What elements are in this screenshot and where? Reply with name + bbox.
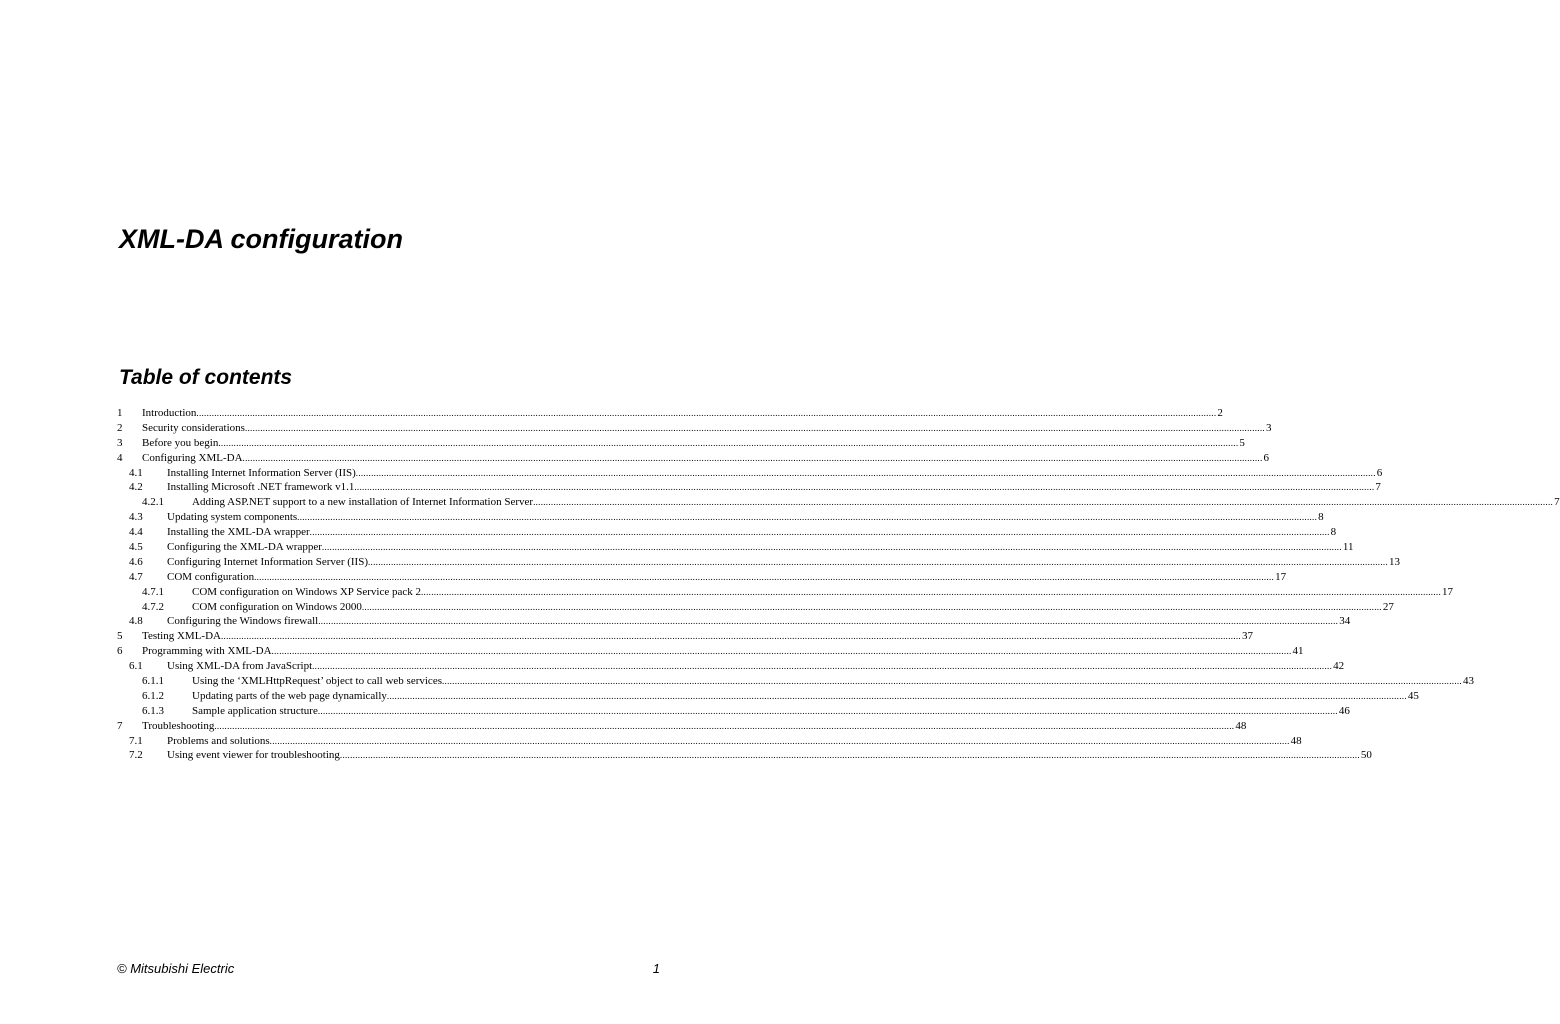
- toc-entry[interactable]: [117, 689, 1419, 704]
- toc-entry-page: 7: [1554, 496, 1560, 509]
- toc-dot-leader: ................................................................................................................................................................................................................................................................................................................................................................................................................: [297, 512, 1318, 523]
- toc-entry-number: 4.7.1: [142, 585, 164, 598]
- toc-entry[interactable]: [117, 540, 1354, 555]
- toc-dot-leader: ................................................................................................................................................................................................................................................................................................................................................................................................................: [339, 750, 1360, 761]
- toc-entry-number: 1: [117, 407, 123, 419]
- toc-entry-number: 4: [117, 451, 123, 464]
- toc-entry[interactable]: [117, 644, 1304, 659]
- toc-entry-line: [167, 555, 1400, 570]
- toc-entry-number: 6.1.2: [142, 689, 164, 702]
- toc-entry[interactable]: [117, 585, 1453, 600]
- toc-entry-title: Introduction: [142, 407, 197, 419]
- toc-entry-page: 7: [1375, 481, 1381, 494]
- toc-entry-page: 48: [1290, 734, 1302, 747]
- toc-entry-page: 5: [1239, 436, 1245, 449]
- toc-dot-leader: ................................................................................................................................................................................................................................................................................................................................................................................................................: [321, 542, 1342, 553]
- toc-dot-leader: ................................................................................................................................................................................................................................................................................................................................................................................................................: [218, 437, 1239, 448]
- toc-dot-leader: ................................................................................................................................................................................................................................................................................................................................................................................................................: [244, 422, 1265, 433]
- toc-entry-number: 4.2: [129, 481, 143, 494]
- toc-entry-title: Security considerations: [142, 421, 245, 434]
- toc-entry[interactable]: [117, 421, 1272, 436]
- toc-entry-line: [142, 421, 1272, 436]
- toc-entry-line: [192, 704, 1350, 719]
- toc-entry-line: [167, 525, 1337, 540]
- toc-entry-title: Using the ‘XMLHttpRequest’ object to call web services: [192, 675, 442, 688]
- toc-entry-title: Updating system components: [167, 511, 298, 524]
- toc-entry-line: [142, 451, 1270, 466]
- toc-dot-leader: ................................................................................................................................................................................................................................................................................................................................................................................................................: [354, 482, 1375, 493]
- toc-entry-line: [142, 629, 1253, 644]
- toc-entry-title: Testing XML-DA: [142, 630, 221, 643]
- toc-entry-title: Installing Microsoft .NET framework v1.1: [167, 481, 355, 494]
- toc-entry-page: 34: [1339, 615, 1351, 628]
- footer-page-number: 1: [652, 961, 660, 976]
- toc-entry-number: 7.2: [129, 749, 143, 762]
- toc-entry-title: Before you begin: [142, 436, 219, 449]
- toc-entry[interactable]: [117, 510, 1324, 525]
- toc-entry-title: Configuring Internet Information Server (IIS): [167, 555, 368, 568]
- toc-entry-line: [142, 719, 1247, 734]
- toc-dot-leader: ................................................................................................................................................................................................................................................................................................................................................................................................................: [421, 586, 1441, 597]
- toc-entry-number: 4.7.2: [142, 600, 164, 613]
- toc-entry-number: 4.2.1: [142, 496, 164, 509]
- toc-entry-number: 7: [117, 719, 123, 732]
- toc-entry[interactable]: [117, 748, 1372, 763]
- footer-copyright: © Mitsubishi Electric: [117, 961, 235, 976]
- toc-entry-number: 5: [117, 630, 123, 643]
- toc-entry-page: 45: [1407, 689, 1419, 702]
- toc-dot-leader: ................................................................................................................................................................................................................................................................................................................................................................................................................: [361, 601, 1382, 612]
- toc-entry-page: 8: [1330, 526, 1337, 539]
- toc-entry-title: Configuring XML-DA: [142, 451, 243, 464]
- toc-entry-page: 37: [1241, 630, 1253, 643]
- toc-entry-line: [142, 644, 1304, 659]
- toc-entry-page: 6: [1376, 466, 1383, 479]
- toc-entry-title: Using XML-DA from JavaScript: [167, 660, 313, 673]
- toc-entry-title: COM configuration: [167, 570, 255, 583]
- toc-entry-line: [142, 436, 1245, 451]
- toc-entry-title: Sample application structure: [192, 704, 318, 717]
- toc-entry-page: 43: [1462, 675, 1474, 688]
- toc-dot-leader: ................................................................................................................................................................................................................................................................................................................................................................................................................: [533, 497, 1554, 508]
- toc-entry-title: Problems and solutions: [167, 734, 270, 747]
- toc-entry-title: Troubleshooting: [142, 719, 215, 732]
- toc-entry[interactable]: [117, 525, 1337, 540]
- toc-dot-leader: ................................................................................................................................................................................................................................................................................................................................................................................................................: [242, 452, 1263, 463]
- toc-dot-leader: ................................................................................................................................................................................................................................................................................................................................................................................................................: [317, 705, 1338, 716]
- toc-entry-line: [142, 406, 1223, 421]
- toc-dot-leader: ................................................................................................................................................................................................................................................................................................................................................................................................................: [214, 720, 1235, 731]
- toc-entry-number: 6.1.3: [142, 704, 164, 717]
- toc-entry[interactable]: [117, 570, 1287, 585]
- toc-entry[interactable]: [117, 629, 1253, 644]
- toc-entry-line: [192, 585, 1453, 600]
- toc-entry-number: 4.4: [129, 526, 143, 539]
- toc-entry[interactable]: [117, 659, 1345, 674]
- toc-entry-line: [167, 570, 1287, 585]
- toc-dot-leader: ................................................................................................................................................................................................................................................................................................................................................................................................................: [196, 408, 1217, 418]
- toc-dot-leader: ................................................................................................................................................................................................................................................................................................................................................................................................................: [355, 467, 1376, 478]
- toc-entry-page: 41: [1292, 645, 1304, 658]
- toc-entry[interactable]: [117, 704, 1350, 719]
- toc-entry-page: 13: [1389, 555, 1400, 568]
- toc-entry-page: 3: [1265, 421, 1272, 434]
- toc-entry-line: [167, 540, 1354, 555]
- toc-entry-title: Updating parts of the web page dynamically: [192, 689, 387, 702]
- toc-entry[interactable]: [117, 495, 1560, 510]
- toc-entry-page: 17: [1442, 585, 1453, 598]
- toc-entry-page: 2: [1217, 407, 1223, 419]
- toc-dot-leader: ................................................................................................................................................................................................................................................................................................................................................................................................................: [220, 631, 1241, 642]
- toc-entry[interactable]: [117, 674, 1474, 689]
- toc-entry[interactable]: [117, 436, 1245, 451]
- toc-entry-number: 4.8: [129, 615, 143, 628]
- toc-entry[interactable]: [117, 719, 1247, 734]
- toc-entry-line: [167, 466, 1383, 481]
- toc-entry-number: 4.7: [129, 570, 143, 583]
- toc-entry-line: [167, 748, 1372, 763]
- table-of-contents: [117, 406, 1560, 763]
- toc-entry-page: 42: [1333, 660, 1345, 673]
- toc-entry-line: [192, 689, 1419, 704]
- toc-entry-title: COM configuration on Windows 2000: [192, 600, 362, 613]
- toc-entry-line: [167, 480, 1381, 495]
- toc-entry[interactable]: [117, 734, 1302, 749]
- toc-dot-leader: ................................................................................................................................................................................................................................................................................................................................................................................................................: [312, 661, 1333, 672]
- toc-entry-number: 4.6: [129, 555, 143, 568]
- toc-entry-line: [192, 674, 1474, 689]
- toc-entry[interactable]: [117, 480, 1381, 495]
- toc-dot-leader: ................................................................................................................................................................................................................................................................................................................................................................................................................: [441, 676, 1462, 687]
- toc-entry-number: 6.1: [129, 660, 143, 673]
- toc-entry-line: [167, 659, 1345, 674]
- toc-entry-number: 4.1: [129, 466, 143, 479]
- toc-entry-line: [167, 734, 1302, 749]
- toc-entry-number: 2: [117, 421, 123, 434]
- toc-dot-leader: ................................................................................................................................................................................................................................................................................................................................................................................................................: [269, 735, 1290, 746]
- toc-entry-number: 4.5: [129, 541, 143, 554]
- toc-entry-line: [167, 614, 1351, 629]
- toc-dot-leader: ................................................................................................................................................................................................................................................................................................................................................................................................................: [309, 527, 1330, 538]
- toc-entry-title: Installing the XML-DA wrapper: [167, 526, 310, 539]
- toc-entry-number: 7.1: [129, 734, 143, 747]
- toc-entry-line: [192, 600, 1394, 615]
- toc-entry-title: Configuring the Windows firewall: [167, 615, 319, 628]
- toc-entry-title: COM configuration on Windows XP Service pack 2: [192, 585, 421, 598]
- toc-entry-number: 4.3: [129, 511, 143, 524]
- toc-entry-number: 6: [117, 645, 123, 658]
- toc-entry-page: 46: [1338, 704, 1350, 717]
- toc-entry-number: 3: [117, 436, 123, 449]
- toc-entry-title: Configuring the XML-DA wrapper: [167, 541, 322, 554]
- toc-dot-leader: ................................................................................................................................................................................................................................................................................................................................................................................................................: [318, 616, 1339, 627]
- toc-entry-page: 11: [1342, 541, 1354, 554]
- toc-entry-title: Using event viewer for troubleshooting: [167, 749, 340, 762]
- toc-entry-page: 8: [1318, 511, 1324, 524]
- toc-entry-line: [167, 510, 1324, 525]
- toc-entry-page: 50: [1360, 749, 1372, 762]
- toc-entry-title: Adding ASP.NET support to a new installation of Internet Information Server: [192, 496, 534, 509]
- toc-entry[interactable]: [117, 466, 1383, 481]
- toc-dot-leader: ................................................................................................................................................................................................................................................................................................................................................................................................................: [271, 646, 1292, 657]
- toc-entry[interactable]: [117, 555, 1400, 570]
- toc-entry-page: 6: [1263, 451, 1270, 464]
- toc-entry-page: 27: [1382, 600, 1394, 613]
- toc-dot-leader: ................................................................................................................................................................................................................................................................................................................................................................................................................: [254, 571, 1275, 582]
- toc-entry-page: 17: [1275, 570, 1287, 583]
- toc-entry-title: Programming with XML-DA: [142, 645, 272, 658]
- toc-entry[interactable]: [117, 406, 1223, 421]
- toc-dot-leader: ................................................................................................................................................................................................................................................................................................................................................................................................................: [368, 556, 1388, 567]
- toc-heading: Table of contents: [119, 366, 293, 389]
- toc-entry[interactable]: [117, 614, 1351, 629]
- toc-entry-number: 6.1.1: [142, 675, 164, 688]
- toc-entry[interactable]: [117, 600, 1394, 615]
- toc-dot-leader: ................................................................................................................................................................................................................................................................................................................................................................................................................: [386, 690, 1407, 701]
- toc-entry[interactable]: [117, 451, 1270, 466]
- toc-entry-title: Installing Internet Information Server (IIS): [167, 466, 356, 479]
- toc-entry-page: 48: [1235, 719, 1247, 732]
- toc-entry-line: [192, 495, 1560, 510]
- document-title: XML-DA configuration: [119, 224, 403, 254]
